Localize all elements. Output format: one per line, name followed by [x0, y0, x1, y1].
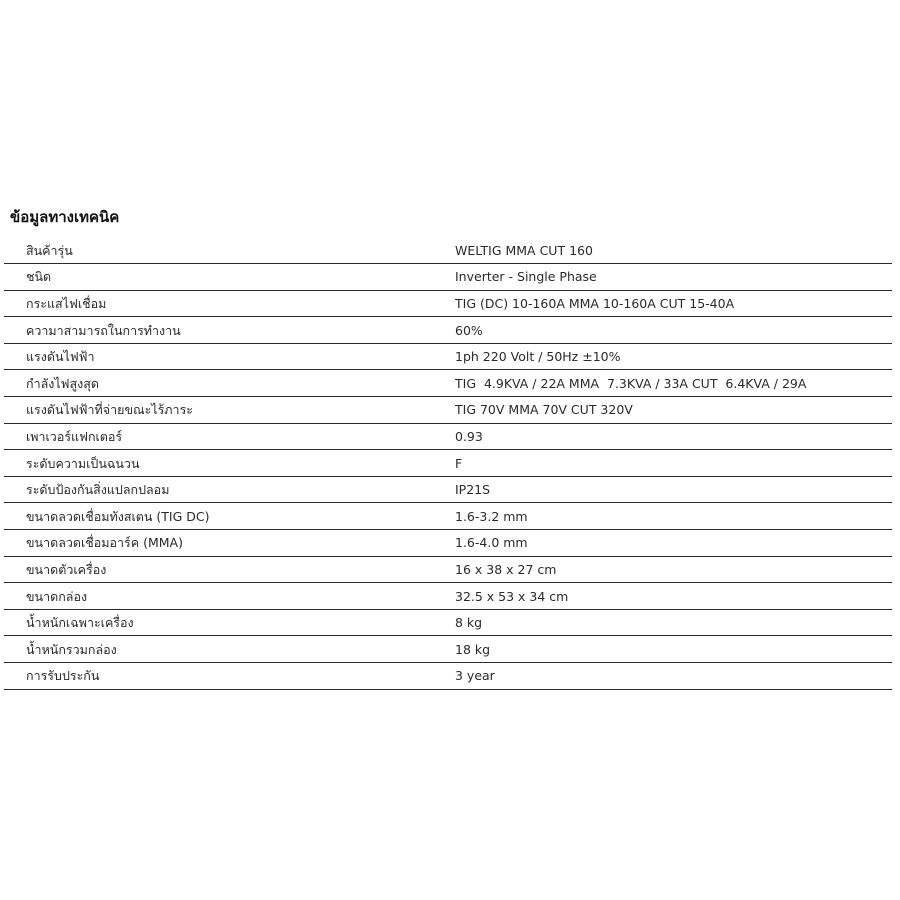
- spec-label: แรงดันไฟฟ้า: [26, 349, 95, 365]
- table-row: [4, 556, 892, 583]
- table-row: [4, 583, 892, 610]
- table-row: [4, 237, 892, 264]
- table-row: [4, 290, 892, 317]
- spec-label: แรงดันไฟฟ้าที่จ่ายขณะไร้ภาระ: [26, 402, 193, 418]
- section-title: ข้อมูลทางเทคนิค: [10, 208, 120, 226]
- spec-label: ระดับความเป็นฉนวน: [26, 455, 140, 471]
- spec-value: TIG 70V MMA 70V CUT 320V: [455, 402, 633, 418]
- table-row: [4, 450, 892, 477]
- table-row: [4, 317, 892, 344]
- spec-label: ขนาดลวดเชื่อมอาร์ค (MMA): [26, 535, 183, 551]
- spec-label: ความาสามารถในการทำงาน: [26, 322, 181, 338]
- spec-label: เพาเวอร์แฟกเตอร์: [26, 428, 123, 444]
- spec-label: น้ำหนักรวมกล่อง: [26, 641, 117, 657]
- spec-value: F: [455, 455, 463, 471]
- spec-value: WELTIG MMA CUT 160: [455, 242, 593, 258]
- spec-value: Inverter - Single Phase: [455, 269, 597, 285]
- table-row: [4, 503, 892, 530]
- table-row: [4, 264, 892, 291]
- spec-value: IP21S: [455, 482, 491, 498]
- spec-label: ระดับป้องกันสิ่งแปลกปลอม: [26, 482, 170, 498]
- spec-label: กำลังไฟสูงสุด: [26, 375, 99, 391]
- spec-value: 1.6-3.2 mm: [455, 508, 528, 524]
- table-row: [4, 370, 892, 397]
- table-row: [4, 636, 892, 663]
- spec-label: ชนิด: [26, 269, 52, 285]
- spec-label: ขนาดกล่อง: [26, 588, 88, 604]
- table-row: [4, 476, 892, 503]
- spec-value: 32.5 x 53 x 34 cm: [455, 588, 569, 604]
- spec-value: 16 x 38 x 27 cm: [455, 561, 557, 577]
- spec-label: การรับประกัน: [26, 668, 100, 684]
- spec-label: ขนาดลวดเชื่อมทังสเตน (TIG DC): [26, 508, 210, 524]
- table-row: [4, 663, 892, 690]
- spec-value: 0.93: [455, 428, 483, 444]
- table-row: [4, 609, 892, 636]
- spec-label: สินค้ารุ่น: [26, 242, 73, 258]
- spec-value: 1.6-4.0 mm: [455, 535, 528, 551]
- spec-value: 8 kg: [455, 615, 483, 631]
- spec-value: 1ph 220 Volt / 50Hz ±10%: [455, 349, 621, 365]
- spec-label: กระแสไฟเชื่อม: [26, 295, 107, 311]
- spec-label: ขนาดตัวเครื่อง: [26, 561, 107, 577]
- table-row: [4, 423, 892, 450]
- spec-value: TIG (DC) 10-160A MMA 10-160A CUT 15-40A: [455, 295, 735, 311]
- spec-table: [4, 237, 892, 690]
- table-row: [4, 530, 892, 557]
- spec-value: 60%: [455, 322, 483, 338]
- spec-value: TIG 4.9KVA / 22A MMA 7.3KVA / 33A CUT 6.4KVA / 29A: [455, 375, 807, 391]
- table-row: [4, 343, 892, 370]
- table-row: [4, 397, 892, 424]
- spec-value: 18 kg: [455, 641, 491, 657]
- spec-value: 3 year: [455, 668, 495, 684]
- spec-label: น้ำหนักเฉพาะเครื่อง: [26, 615, 134, 631]
